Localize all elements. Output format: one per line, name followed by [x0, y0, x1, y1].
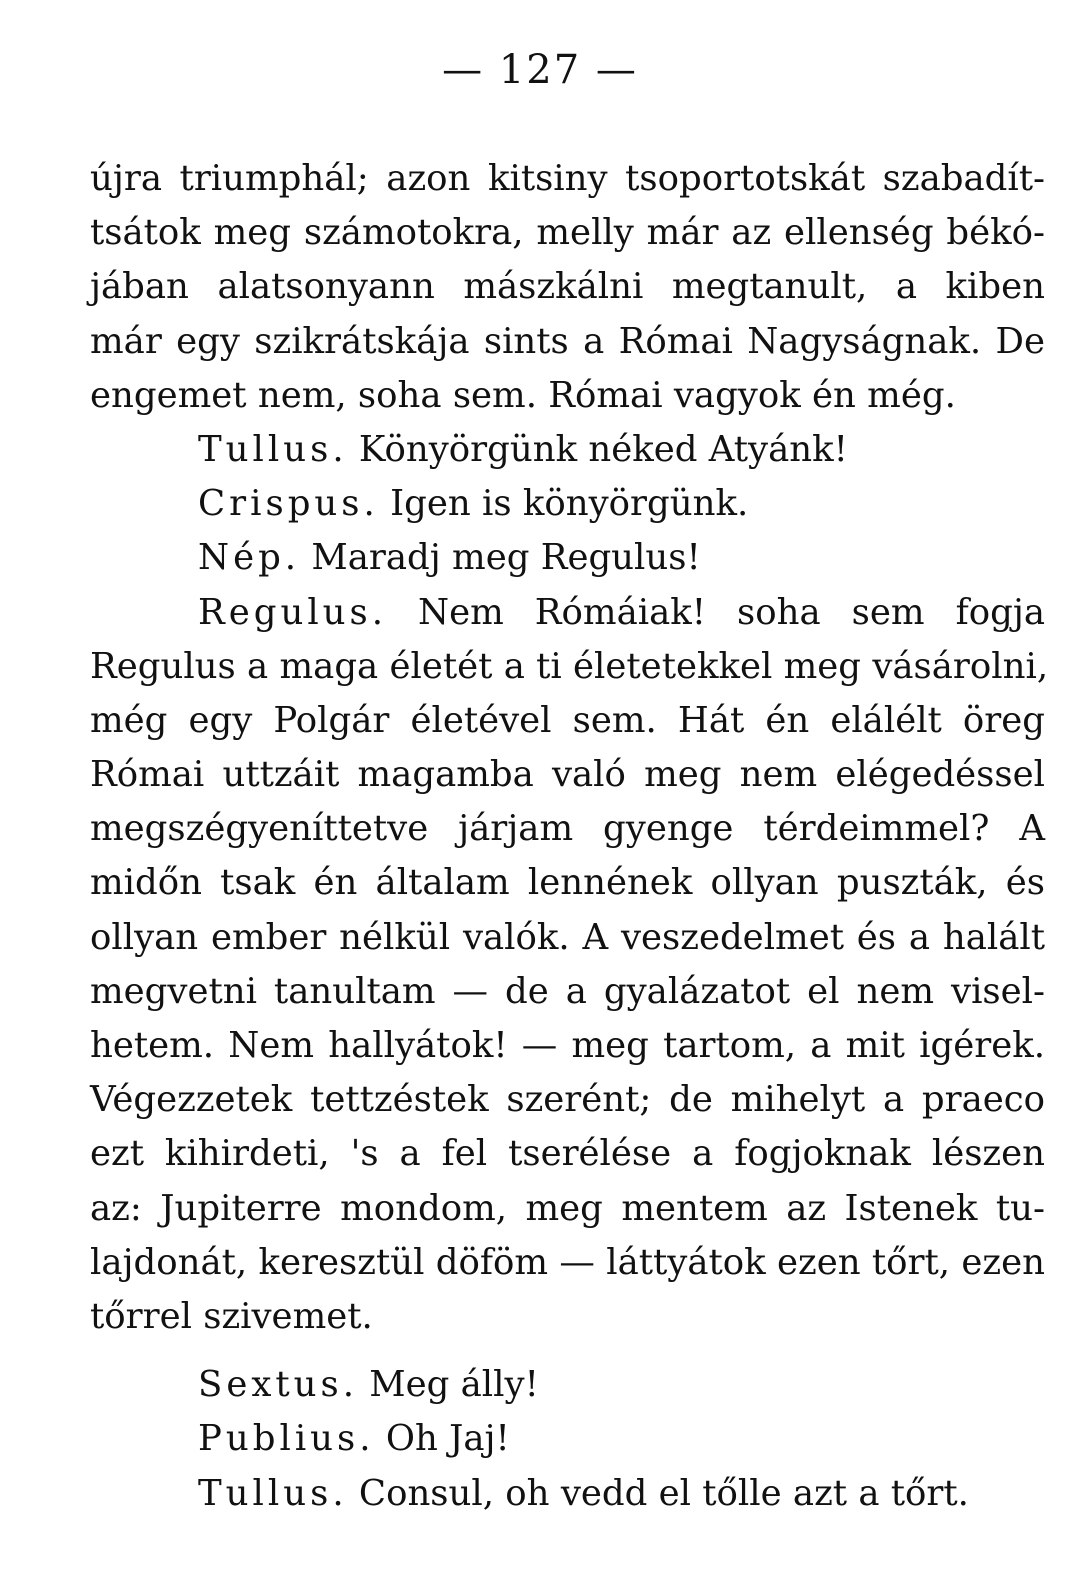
text-line: tőrrel szivemet.	[90, 1295, 373, 1337]
speaker-name: Regulus.	[198, 591, 388, 633]
dialogue-line	[90, 531, 1045, 585]
page-text	[90, 152, 1049, 1521]
speaker-name: Crispus.	[198, 483, 379, 525]
speech-text: Könyörgünk néked Atyánk!	[347, 428, 848, 470]
speech-text: Consul, oh vedd el tőlle azt a tőrt.	[347, 1472, 969, 1514]
dialogue-line	[90, 477, 1045, 531]
speaker-name: Sextus.	[198, 1364, 358, 1406]
text-line: Római uttzáit magamba való meg nem elégedéssel	[90, 754, 1045, 796]
text-line: megszégyeníttetve járjam gyenge térdeimmel? A	[90, 808, 1045, 850]
speech-text: Oh Jaj!	[374, 1418, 510, 1460]
text-line: jában alatsonyann mászkálni megtanult, a kiben	[90, 266, 1045, 308]
speech-text: Meg álly!	[357, 1364, 539, 1406]
speaker-name: Nép.	[198, 537, 301, 579]
speaker-name: Publius.	[198, 1418, 375, 1460]
dialogue-line	[90, 1412, 1045, 1466]
text-line: midőn tsak én általam lennének ollyan puszták, és	[90, 862, 1045, 904]
text-line: megvetni tanultam — de a gyalázatot el nem visel-	[90, 970, 1045, 1012]
text-line: az: Jupiterre mondom, meg mentem az Istenek tu-	[90, 1187, 1045, 1229]
speech-text: Maradj meg Regulus!	[300, 537, 701, 579]
speaker-name: Tullus.	[198, 428, 348, 470]
text-line: Végezzetek tettzéstek szerént; de mihelyt a praeco	[90, 1079, 1045, 1121]
speaker-name: Tullus.	[198, 1472, 348, 1514]
speech-text: Nem Rómáiak! soha sem fogja	[387, 591, 1045, 633]
dialogue-line	[90, 1467, 1045, 1521]
text-line: hetem. Nem hallyátok! — meg tartom, a mit igérek.	[90, 1025, 1045, 1066]
text-line: már egy szikrátskája sints a Római Nagyságnak. De	[90, 320, 1045, 362]
text-line: ezt kihirdeti, 's a fel tserélése a fogjoknak lészen	[90, 1133, 1045, 1175]
text-line: engemet nem, soha sem. Római vagyok én még.	[90, 374, 956, 416]
line-gap	[90, 1344, 1045, 1358]
text-line: Regulus a maga életét a ti életetekkel meg vásárolni,	[90, 645, 1049, 687]
speech-text: Igen is könyörgünk.	[378, 483, 749, 525]
text-line: újra triumphál; azon kitsiny tsoportotskát szabadít-	[90, 158, 1045, 199]
text-line: még egy Polgár életével sem. Hát én elálélt öreg	[90, 699, 1045, 741]
dialogue-line	[90, 423, 1045, 477]
dialogue-line	[90, 1358, 1045, 1412]
text-line: lajdonát, keresztül döföm — láttyátok ezen tőrt, ezen	[90, 1241, 1045, 1283]
dialogue-line	[90, 586, 1045, 640]
text-line: ollyan ember nélkül valók. A veszedelmet és a halált	[90, 916, 1045, 958]
text-line: tsátok meg számotokra, melly már az ellenség békó-	[90, 212, 1045, 254]
page-number: — 127 —	[442, 47, 638, 93]
